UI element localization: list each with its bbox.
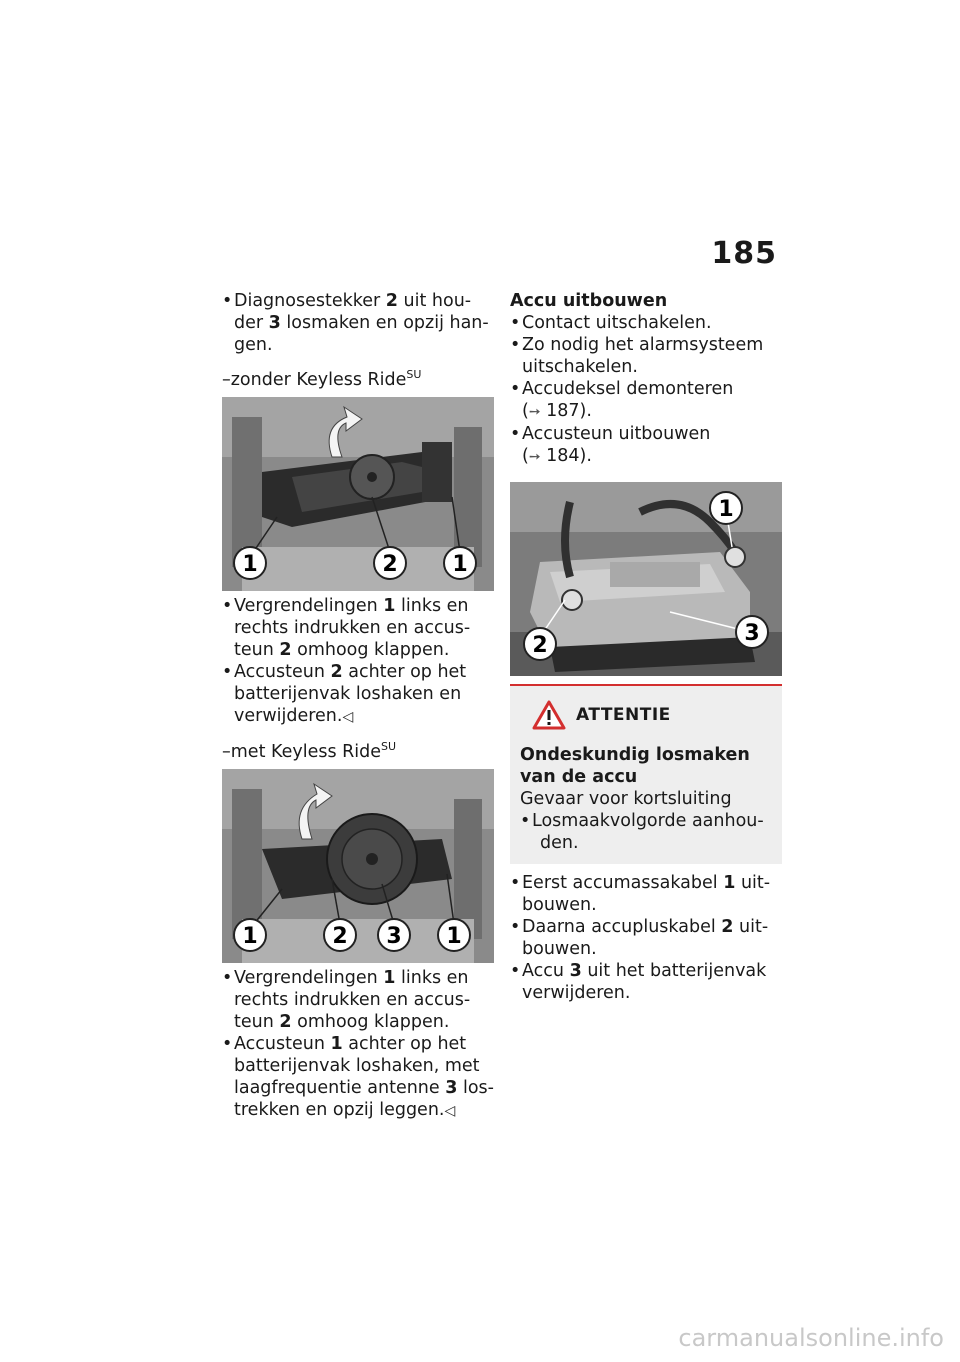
figure-battery-holder-no-keyless (222, 397, 494, 591)
svg-text:1: 1 (446, 923, 462, 949)
list-item: • Accusteun 2 achter op het batterijenvak loshaken en verwijderen.◁ (222, 661, 494, 728)
warning-triangle-icon (532, 700, 566, 730)
svg-text:1: 1 (718, 497, 734, 522)
svg-text:2: 2 (532, 633, 548, 658)
svg-text:1: 1 (242, 923, 258, 949)
callout-1 (438, 919, 470, 951)
page-ref-arrow-icon: ➙ (528, 449, 541, 465)
section-label-no-keyless: –zonder Keyless Ride$^{SU}$ (222, 368, 422, 390)
list-item: • Daarna accupluskabel 2 uit- bouwen. (510, 916, 782, 960)
callout-3 (736, 616, 768, 648)
svg-text:3: 3 (386, 923, 402, 949)
figure-battery-cables (510, 482, 782, 676)
page-ref-arrow-icon: ➙ (528, 404, 541, 420)
list-item: • Accusteun 1 achter op het batterijenvak loshaken, met laagfrequentie antenne 3 los- trekken en opzij leggen.◁ (222, 1033, 494, 1122)
list-item: • Vergrendelingen 1 links en rechts indrukken en accus- teun 2 omhoog klappen. (222, 967, 494, 1033)
watermark: carmanualsonline.info (678, 1324, 944, 1352)
svg-text:2: 2 (332, 923, 348, 949)
list-item: • Zo nodig het alarmsysteem uitschakelen. (510, 334, 782, 378)
left-column (222, 290, 494, 1122)
callout-3 (378, 919, 410, 951)
list-item: • Eerst accumassakabel 1 uit- bouwen. (510, 872, 782, 916)
list-item: • Accusteun uitbouwen (➙ 184). (510, 423, 782, 468)
end-mark-icon: ◁ (342, 708, 354, 725)
list-item: • Vergrendelingen 1 links en rechts indrukken en accus- teun 2 omhoog klappen. (222, 595, 494, 661)
section-label-keyless: –met Keyless Ride$^{SU}$ (222, 739, 397, 762)
callout-2 (324, 919, 356, 951)
list-item: • Contact uitschakelen. (510, 312, 782, 334)
end-mark-icon: ◁ (444, 1102, 456, 1119)
callout-1 (710, 492, 742, 524)
list-item: • Accu 3 uit het batterijenvak verwijderen. (510, 960, 782, 1004)
warning-text: Gevaar voor kortsluiting (520, 789, 732, 809)
svg-text:2: 2 (382, 551, 398, 577)
right-column (510, 290, 782, 1004)
svg-text:3: 3 (744, 621, 760, 646)
figure-battery-holder-keyless (222, 769, 494, 963)
callout-2 (524, 628, 556, 660)
page-number: 185 (711, 236, 777, 271)
callout-1 (234, 919, 266, 951)
list-item: • Losmaakvolgorde aanhou- den. (520, 810, 772, 854)
svg-text:1: 1 (242, 551, 258, 577)
callout-1 (234, 547, 266, 579)
svg-text:1: 1 (452, 551, 468, 577)
list-item: • Diagnosestekker 2 uit hou- der 3 losmaken en opzij han- gen. (222, 290, 494, 356)
warning-box (510, 684, 782, 864)
list-item: • Accudeksel demonteren (➙ 187). (510, 378, 782, 423)
callout-1 (444, 547, 476, 579)
warning-title: ATTENTIE (576, 705, 671, 725)
section-heading: Accu uitbouwen (510, 291, 668, 311)
warning-subtitle: Ondeskundig losmaken van de accu (520, 745, 750, 787)
callout-2 (374, 547, 406, 579)
